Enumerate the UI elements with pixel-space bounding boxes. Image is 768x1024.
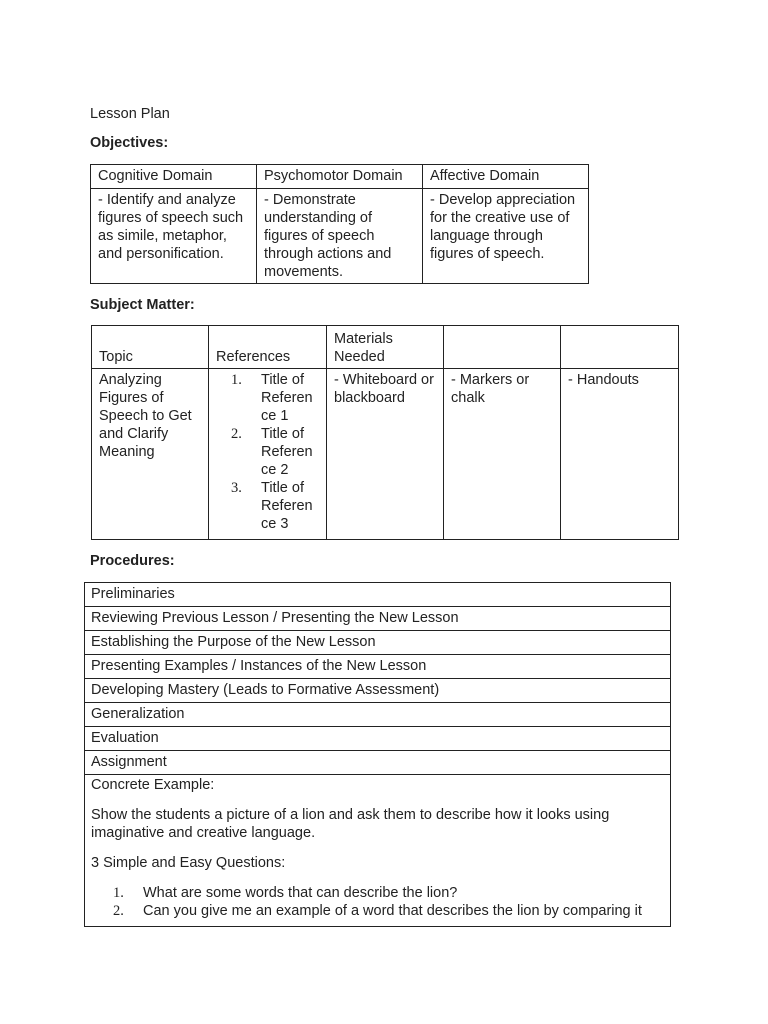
header-empty (444, 326, 561, 369)
questions-list (91, 884, 664, 920)
objectives-table (90, 164, 589, 284)
psychomotor-cell: - Demonstrate understanding of figures of speech through actions and movements. (257, 189, 423, 284)
list-item: 2. Can you give me an example of a word that describes the lion by comparing it (113, 903, 642, 919)
header-materials: Materials Needed (327, 326, 444, 369)
list-item: 1. Title of Referen ce 1 (231, 372, 313, 424)
header-psychomotor: Psychomotor Domain (257, 165, 423, 189)
subject-matter-table (91, 325, 679, 540)
header-affective: Affective Domain (423, 165, 589, 189)
concrete-heading: Concrete Example: (91, 777, 215, 793)
header-topic: Topic (92, 326, 209, 369)
header-cognitive: Cognitive Domain (91, 165, 257, 189)
affective-cell: - Develop appreciation for the creative use of language through figures of speech. (423, 189, 589, 284)
procedure-row: Assignment (85, 751, 671, 775)
header-references: References (209, 326, 327, 369)
materials-cell: - Handouts (561, 369, 679, 540)
concrete-text: Show the students a picture of a lion and ask them to describe how it looks using imaginative and creative language. (91, 807, 610, 841)
objectives-heading: Objectives: (90, 135, 169, 151)
topic-cell: Analyzing Figures of Speech to Get and Clarify Meaning (92, 369, 209, 540)
procedures-heading: Procedures: (90, 553, 175, 569)
procedure-row: Preliminaries (85, 583, 671, 607)
references-cell (209, 369, 327, 540)
procedure-row: Developing Mastery (Leads to Formative Assessment) (85, 679, 671, 703)
list-item: 1. What are some words that can describe the lion? (113, 885, 458, 901)
procedures-table (84, 582, 671, 927)
procedure-row: Generalization (85, 703, 671, 727)
procedure-row: Evaluation (85, 727, 671, 751)
list-item: 2. Title of Referen ce 2 (231, 426, 313, 478)
cognitive-cell: - Identify and analyze figures of speech such as simile, metaphor, and personification. (91, 189, 257, 284)
procedure-row: Establishing the Purpose of the New Lesson (85, 631, 671, 655)
materials-cell: - Whiteboard or blackboard (327, 369, 444, 540)
procedure-row: Reviewing Previous Lesson / Presenting the New Lesson (85, 607, 671, 631)
header-empty (561, 326, 679, 369)
references-list (231, 371, 319, 533)
materials-cell: - Markers or chalk (444, 369, 561, 540)
document-title: Lesson Plan (90, 106, 170, 122)
concrete-example-cell (85, 775, 671, 927)
procedure-row: Presenting Examples / Instances of the New Lesson (85, 655, 671, 679)
questions-heading: 3 Simple and Easy Questions: (91, 855, 286, 871)
list-item: 3. Title of Referen ce 3 (231, 480, 313, 532)
subject-matter-heading: Subject Matter: (90, 297, 195, 313)
